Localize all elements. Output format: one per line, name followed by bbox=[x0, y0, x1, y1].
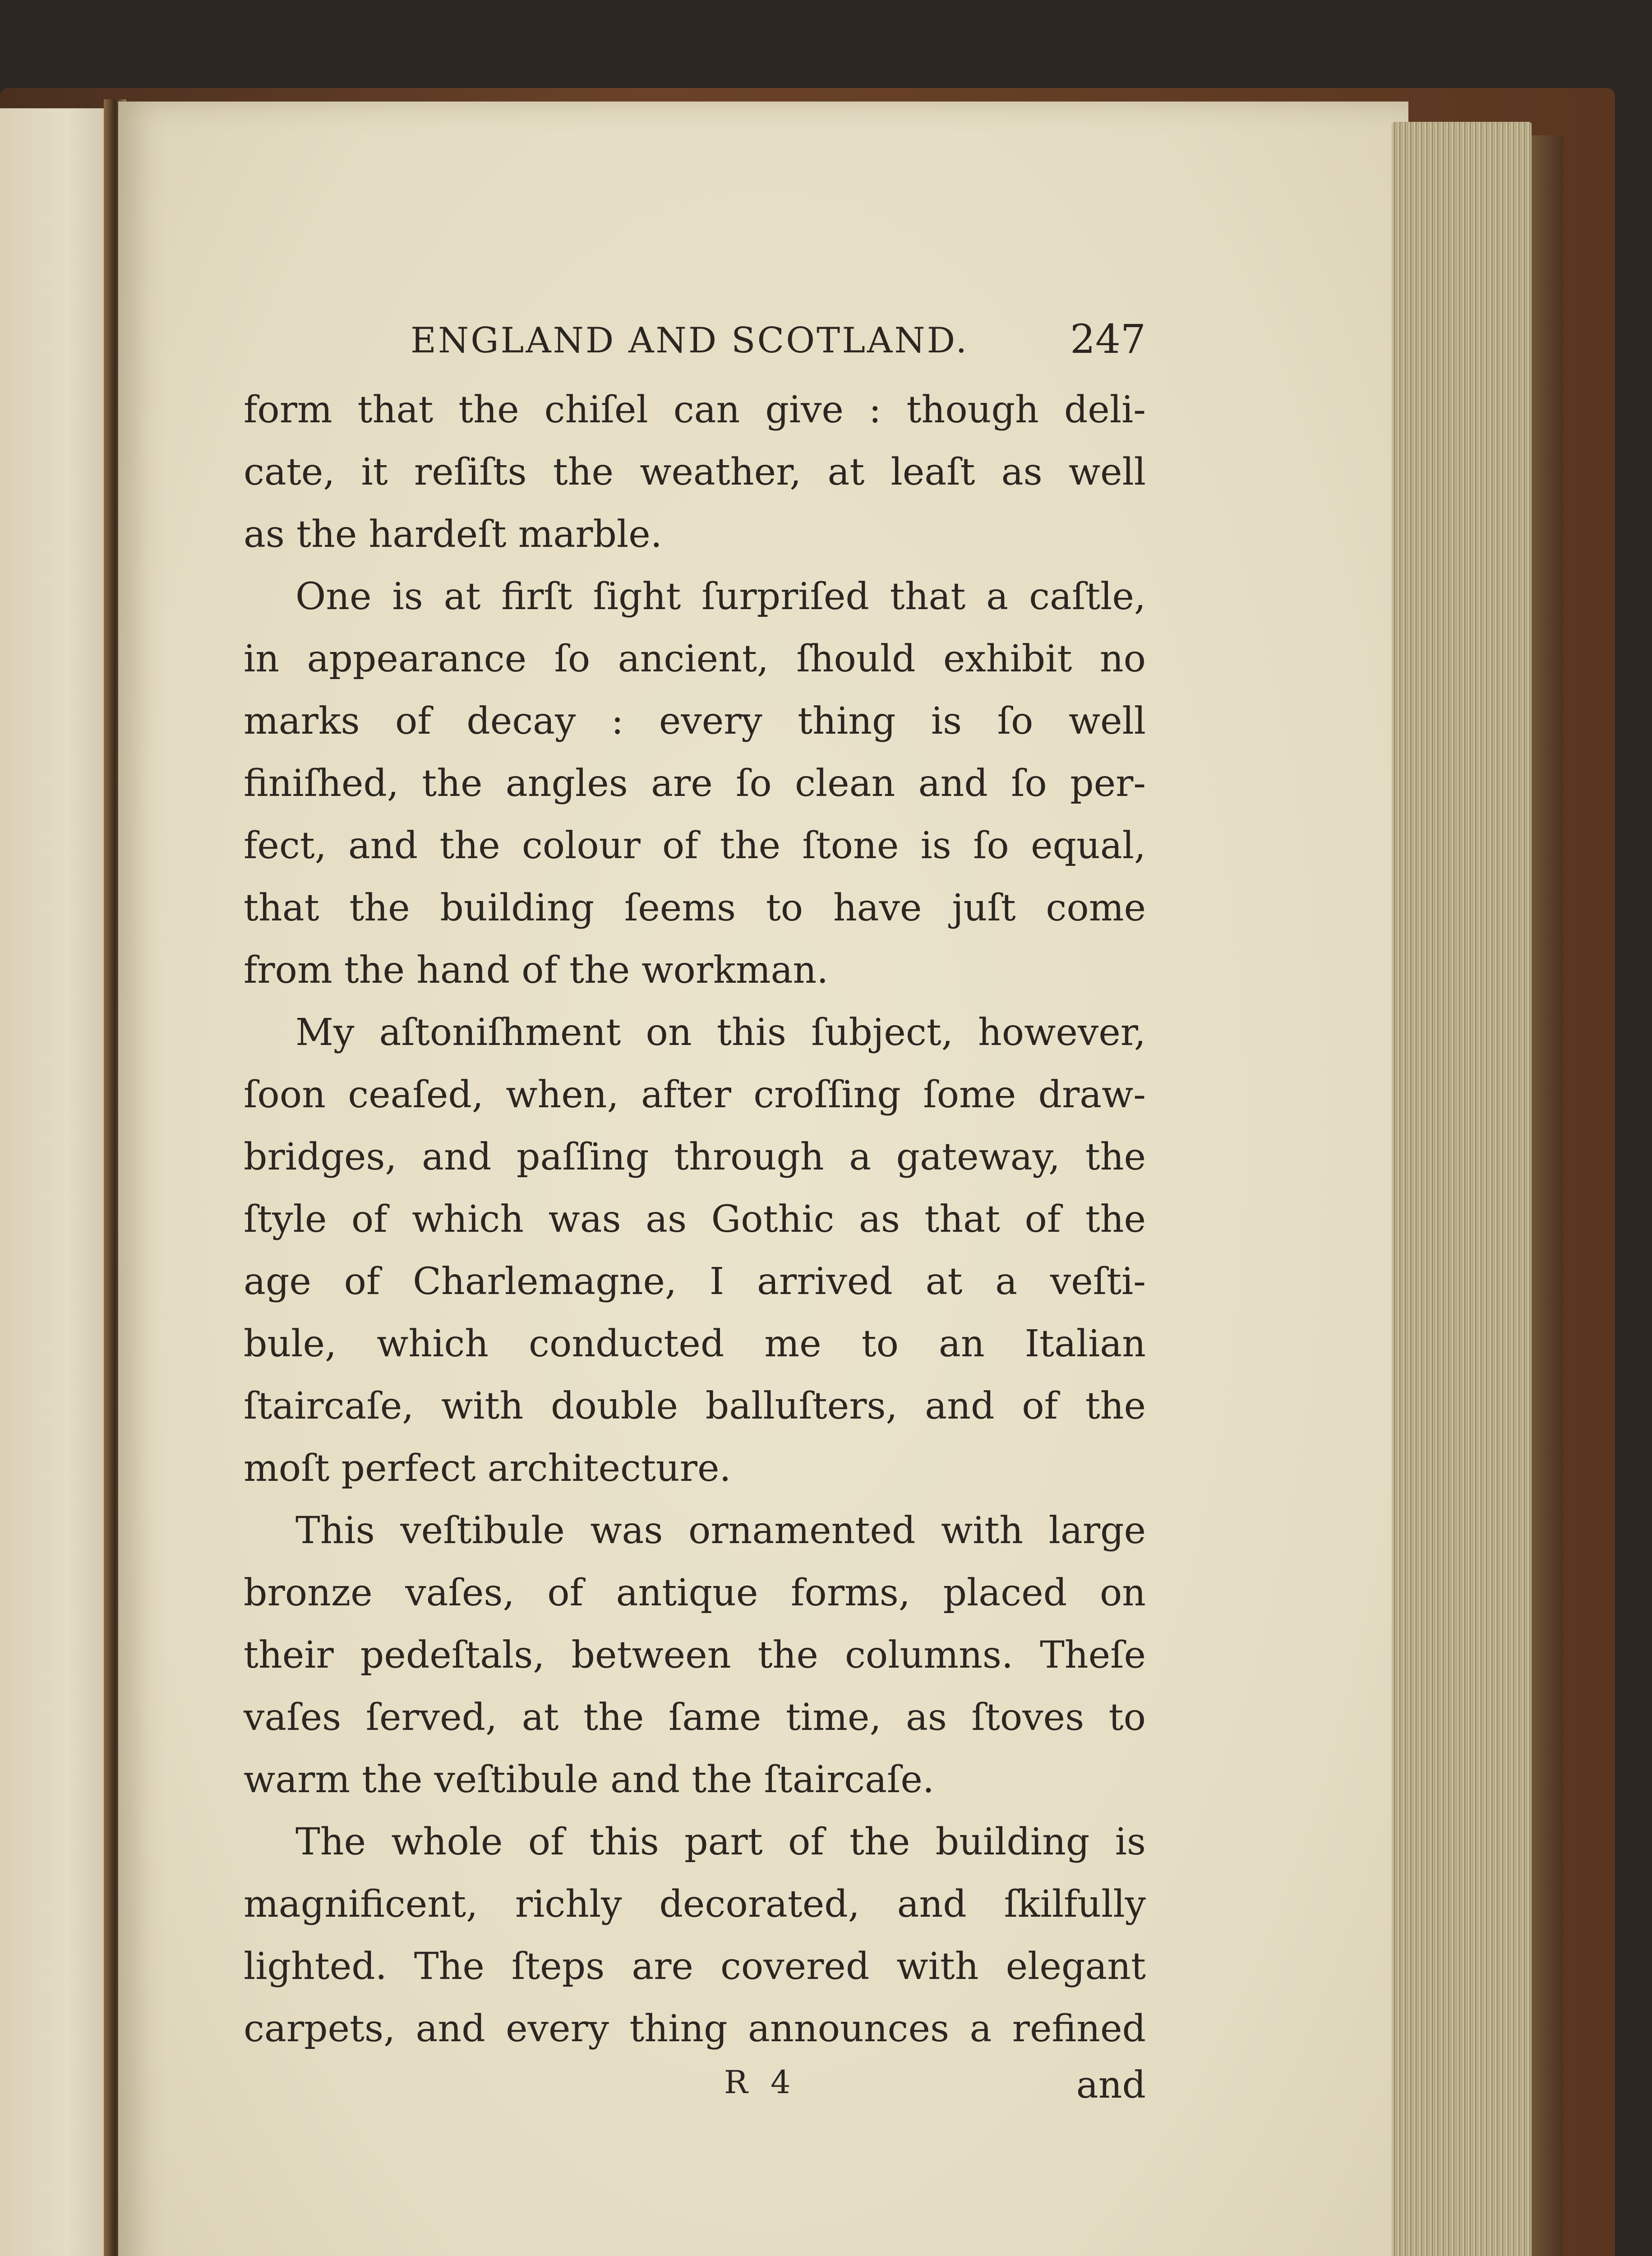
text-line: form that the chiſel can give : though deli- bbox=[244, 388, 1146, 431]
text-line: finiſhed, the angles are ſo clean and ſo per- bbox=[244, 762, 1146, 805]
text-line: bridges, and paſſing through a gateway, the bbox=[244, 1136, 1146, 1179]
text-line: One is at firſt ſight ſurpriſed that a caſtle, bbox=[295, 575, 1146, 618]
cover-edge bbox=[1532, 135, 1563, 2256]
text-line: moſt perfect architecture. bbox=[244, 1447, 731, 1490]
text-line: in appearance ſo ancient, ſhould exhibit no bbox=[244, 638, 1146, 680]
text-line: ſtyle of which was as Gothic as that of the bbox=[244, 1198, 1146, 1241]
text-line: warm the veſtibule and the ſtaircaſe. bbox=[244, 1758, 934, 1801]
body-text bbox=[244, 379, 1146, 2060]
page-footer bbox=[244, 2064, 1146, 2118]
text-line: vaſes ſerved, at the ſame time, as ſtoves to bbox=[244, 1696, 1146, 1739]
text-line: The whole of this part of the building is bbox=[295, 1821, 1146, 1863]
text-line: bule, which conducted me to an Italian bbox=[244, 1322, 1146, 1365]
page-block-edges bbox=[1392, 122, 1532, 2256]
text-line: lighted. The ſteps are covered with elegant bbox=[244, 1945, 1146, 1988]
catchword: and bbox=[1076, 2064, 1146, 2107]
text-line: My aſtoniſhment on this ſubject, however, bbox=[295, 1011, 1146, 1054]
text-line: fect, and the colour of the ſtone is ſo equal, bbox=[244, 824, 1146, 867]
running-head bbox=[244, 316, 1146, 379]
text-line: marks of decay : every thing is ſo well bbox=[244, 700, 1146, 743]
text-line: cate, it reſiſts the weather, at leaſt as well bbox=[244, 451, 1146, 494]
text-line: age of Charlemagne, I arrived at a veſti- bbox=[244, 1260, 1146, 1303]
left-page-edge bbox=[0, 108, 113, 2256]
text-line: that the building ſeems to have juſt come bbox=[244, 887, 1146, 929]
text-line: from the hand of the workman. bbox=[244, 949, 829, 992]
text-line: their pedeſtals, between the columns. Theſe bbox=[244, 1634, 1146, 1677]
signature-mark: R 4 bbox=[724, 2064, 797, 2101]
text-line: as the hardeſt marble. bbox=[244, 513, 662, 556]
text-line: bronze vaſes, of antique forms, placed on bbox=[244, 1572, 1146, 1614]
text-line: carpets, and every thing announces a refined bbox=[244, 2007, 1146, 2050]
page-number: 247 bbox=[1070, 316, 1146, 362]
running-head-title: ENGLAND AND SCOTLAND. bbox=[411, 320, 969, 361]
text-line: ſoon ceaſed, when, after croſſing ſome draw- bbox=[244, 1073, 1146, 1116]
page-content bbox=[244, 316, 1146, 2118]
text-line: ſtaircaſe, with double balluſters, and of the bbox=[244, 1385, 1146, 1428]
text-line: magnificent, richly decorated, and ſkilfully bbox=[244, 1883, 1146, 1926]
text-line: This veſtibule was ornamented with large bbox=[295, 1509, 1146, 1552]
